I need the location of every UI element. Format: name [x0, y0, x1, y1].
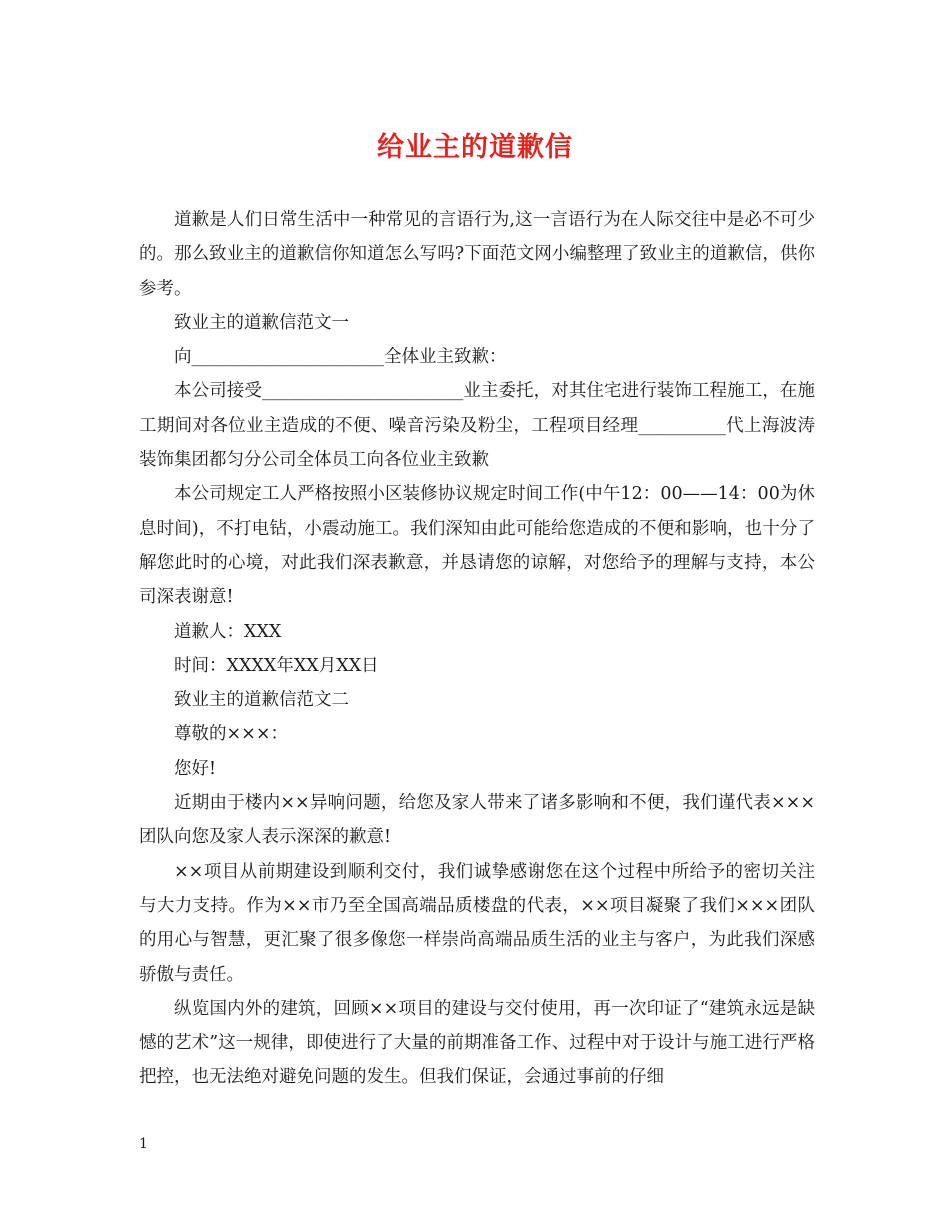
letter-salutation: 尊敬的×××： [174, 724, 288, 745]
document-body [139, 203, 815, 1095]
page-number: 1 [139, 1136, 148, 1152]
section-heading-sample-one: 致业主的道歉信范文一 [174, 312, 349, 333]
letter-salutation: 向______________________全体业主致歉： [174, 347, 507, 368]
letter-paragraph: 近期由于楼内××异响问题，给您及家人带来了诸多影响和不便，我们谨代表×××团队向您及家人表示深深的歉意! [139, 793, 815, 848]
letter-date: 时间：XXXX年XX月XX日 [174, 655, 379, 676]
letter-paragraph: 纵览国内外的建筑，回顾××项目的建设与交付使用，再一次印证了“建筑永远是缺憾的艺术”这一规律，即使进行了大量的前期准备工作、过程中对于设计与施工进行严格把控，也无法绝对避免问题的发生。但我们保证，会通过事前的仔细 [139, 998, 815, 1088]
section-heading-sample-two: 致业主的道歉信范文二 [174, 690, 349, 711]
intro-paragraph: 道歉是人们日常生活中一种常见的言语行为,这一言语行为在人际交往中是必不可少的。那么致业主的道歉信你知道怎么写吗?下面范文网小编整理了致业主的道歉信，供你参考。 [139, 210, 815, 299]
letter-paragraph: ××项目从前期建设到顺利交付，我们诚挚感谢您在这个过程中所给予的密切关注与大力支持。作为××市乃至全国高端品质楼盘的代表，××项目凝聚了我们×××团队的用心与智慧，更汇聚了很多像您一样崇尚高端品质生活的业主与客户，为此我们深感骄傲与责任。 [139, 861, 815, 985]
letter-greeting: 您好! [174, 758, 217, 779]
letter-paragraph: 本公司规定工人严格按照小区装修协议规定时间工作(中午12：00——14：00为休息时间)，不打电钻，小震动施工。我们深知由此可能给您造成的不便和影响，也十分了解您此时的心境，对此我们深表歉意，并恳请您的谅解，对您给予的理解与支持，本公司深表谢意! [139, 484, 815, 608]
document-title: 给业主的道歉信 [377, 132, 573, 163]
letter-paragraph: 本公司接受_______________________业主委托，对其住宅进行装饰工程施工，在施工期间对各位业主造成的不便、噪音污染及粉尘，工程项目经理__________代上海波涛装饰集团都匀分公司全体员工向各位业主致歉 [139, 381, 815, 471]
letter-signatory: 道歉人：XXX [174, 621, 282, 642]
